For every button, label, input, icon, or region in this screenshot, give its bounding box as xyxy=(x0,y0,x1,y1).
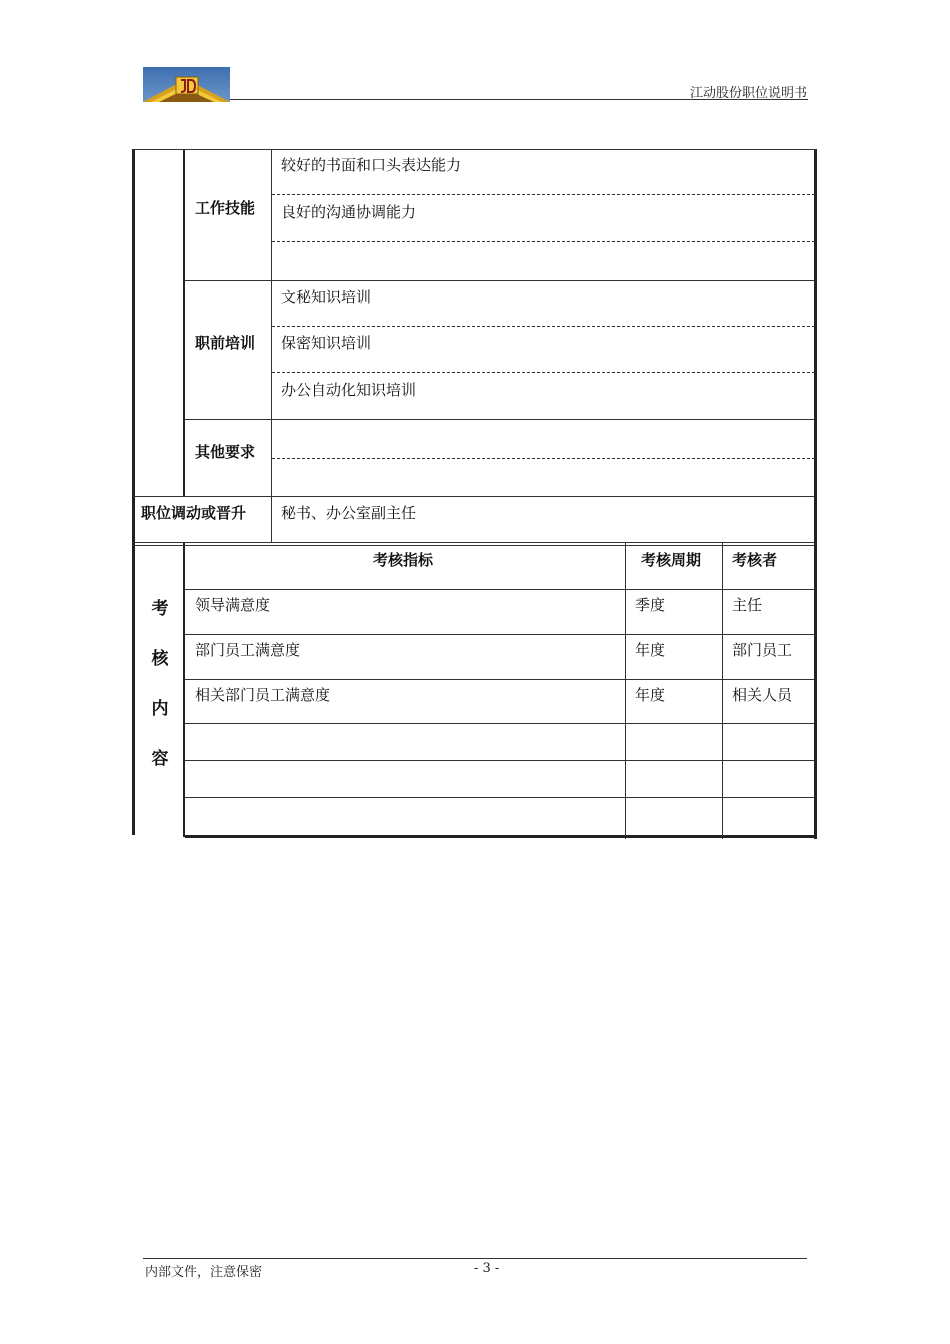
confidentiality-note: 内部文件，注意保密 xyxy=(145,1265,263,1280)
assessment-side-char-4: 容 xyxy=(151,749,169,769)
header-assessor: 考核者 xyxy=(732,551,778,569)
page-number: - 3 - xyxy=(474,1261,500,1276)
header-period: 考核周期 xyxy=(641,551,702,569)
company-logo xyxy=(143,67,230,102)
assessment-side-char-3: 内 xyxy=(151,699,169,719)
row-2-assessor: 部门员工 xyxy=(732,641,793,659)
row-2-period: 年度 xyxy=(635,641,666,659)
skills-item-1: 较好的书面和口头表达能力 xyxy=(281,156,462,174)
row-3-period: 年度 xyxy=(635,686,666,704)
row-1-assessor: 主任 xyxy=(732,596,763,614)
assessment-side-char-2: 核 xyxy=(151,649,169,669)
assessment-side-char-1: 考 xyxy=(151,599,169,619)
row-1-indicator: 领导满意度 xyxy=(195,596,271,614)
row-2-indicator: 部门员工满意度 xyxy=(195,641,301,659)
training-label: 职前培训 xyxy=(195,334,256,352)
skills-label: 工作技能 xyxy=(195,199,256,217)
header-indicator: 考核指标 xyxy=(373,551,434,569)
promotion-label: 职位调动或晋升 xyxy=(141,504,247,522)
footer-rule xyxy=(143,1258,807,1259)
row-3-assessor: 相关人员 xyxy=(732,686,793,704)
row-3-indicator: 相关部门员工满意度 xyxy=(195,686,331,704)
promotion-value: 秘书、办公室副主任 xyxy=(281,504,417,522)
training-item-2: 保密知识培训 xyxy=(281,334,372,352)
document-title: 江动股份职位说明书 xyxy=(689,86,807,101)
training-item-1: 文秘知识培训 xyxy=(281,288,372,306)
row-1-period: 季度 xyxy=(635,596,666,614)
training-item-3: 办公自动化知识培训 xyxy=(281,381,417,399)
other-label: 其他要求 xyxy=(195,443,256,461)
skills-item-2: 良好的沟通协调能力 xyxy=(281,203,417,221)
